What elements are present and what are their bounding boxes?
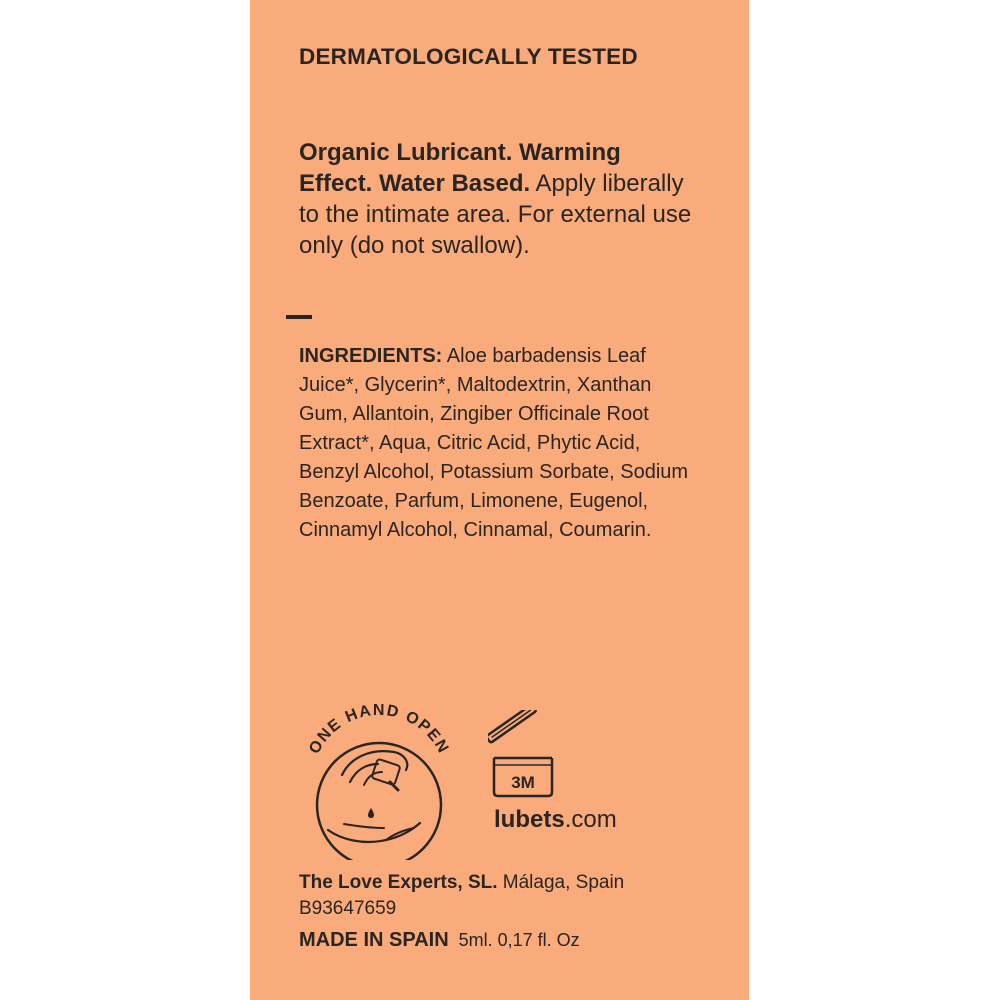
company-location: Málaga, Spain [497, 872, 625, 893]
volume-text: 5ml. 0,17 fl. Oz [458, 930, 580, 950]
company-info [299, 870, 624, 922]
one-hand-open-curved-text: ONE HAND OPEN [306, 701, 452, 757]
jar-open-icon [488, 710, 558, 800]
website-domain: .com [564, 806, 617, 833]
origin-volume-line [299, 929, 580, 952]
ingredients-label: INGREDIENTS: [299, 345, 443, 367]
product-label [250, 0, 749, 1000]
dermatologically-tested-heading: DERMATOLOGICALLY TESTED [299, 44, 638, 69]
ingredients-list [299, 342, 699, 545]
website-text [494, 806, 617, 834]
made-in-text: MADE IN SPAIN [299, 929, 449, 951]
company-name: The Love Experts, SL. [299, 872, 498, 893]
description-bold: Organic Lubricant. Warming Effect. Water Based. [299, 139, 621, 197]
pao-period-text: 3M [511, 773, 535, 792]
description-text: Apply liberally to the intimate area. For external use only (do not swallow). [299, 170, 692, 259]
divider-dash [286, 315, 312, 319]
ingredients-text: Aloe barbadensis Leaf Juice*, Glycerin*, Maltodextrin, Xanthan Gum, Allantoin, Zingiber Officinale Root Extract*, Aqua, Citric Acid, Phytic Acid, Benzyl Alcohol, Potassium Sorbate, Sodium Benzoate, Parfum, Limonene, Eugenol, Cinnamyl Alcohol, Cinnamal, Coumarin. [299, 345, 689, 541]
jar-lid [488, 710, 536, 743]
product-description [299, 137, 699, 261]
website-brand: lubets [494, 806, 565, 833]
one-hand-open-icon [294, 690, 464, 860]
company-registration: B93647659 [299, 898, 397, 919]
